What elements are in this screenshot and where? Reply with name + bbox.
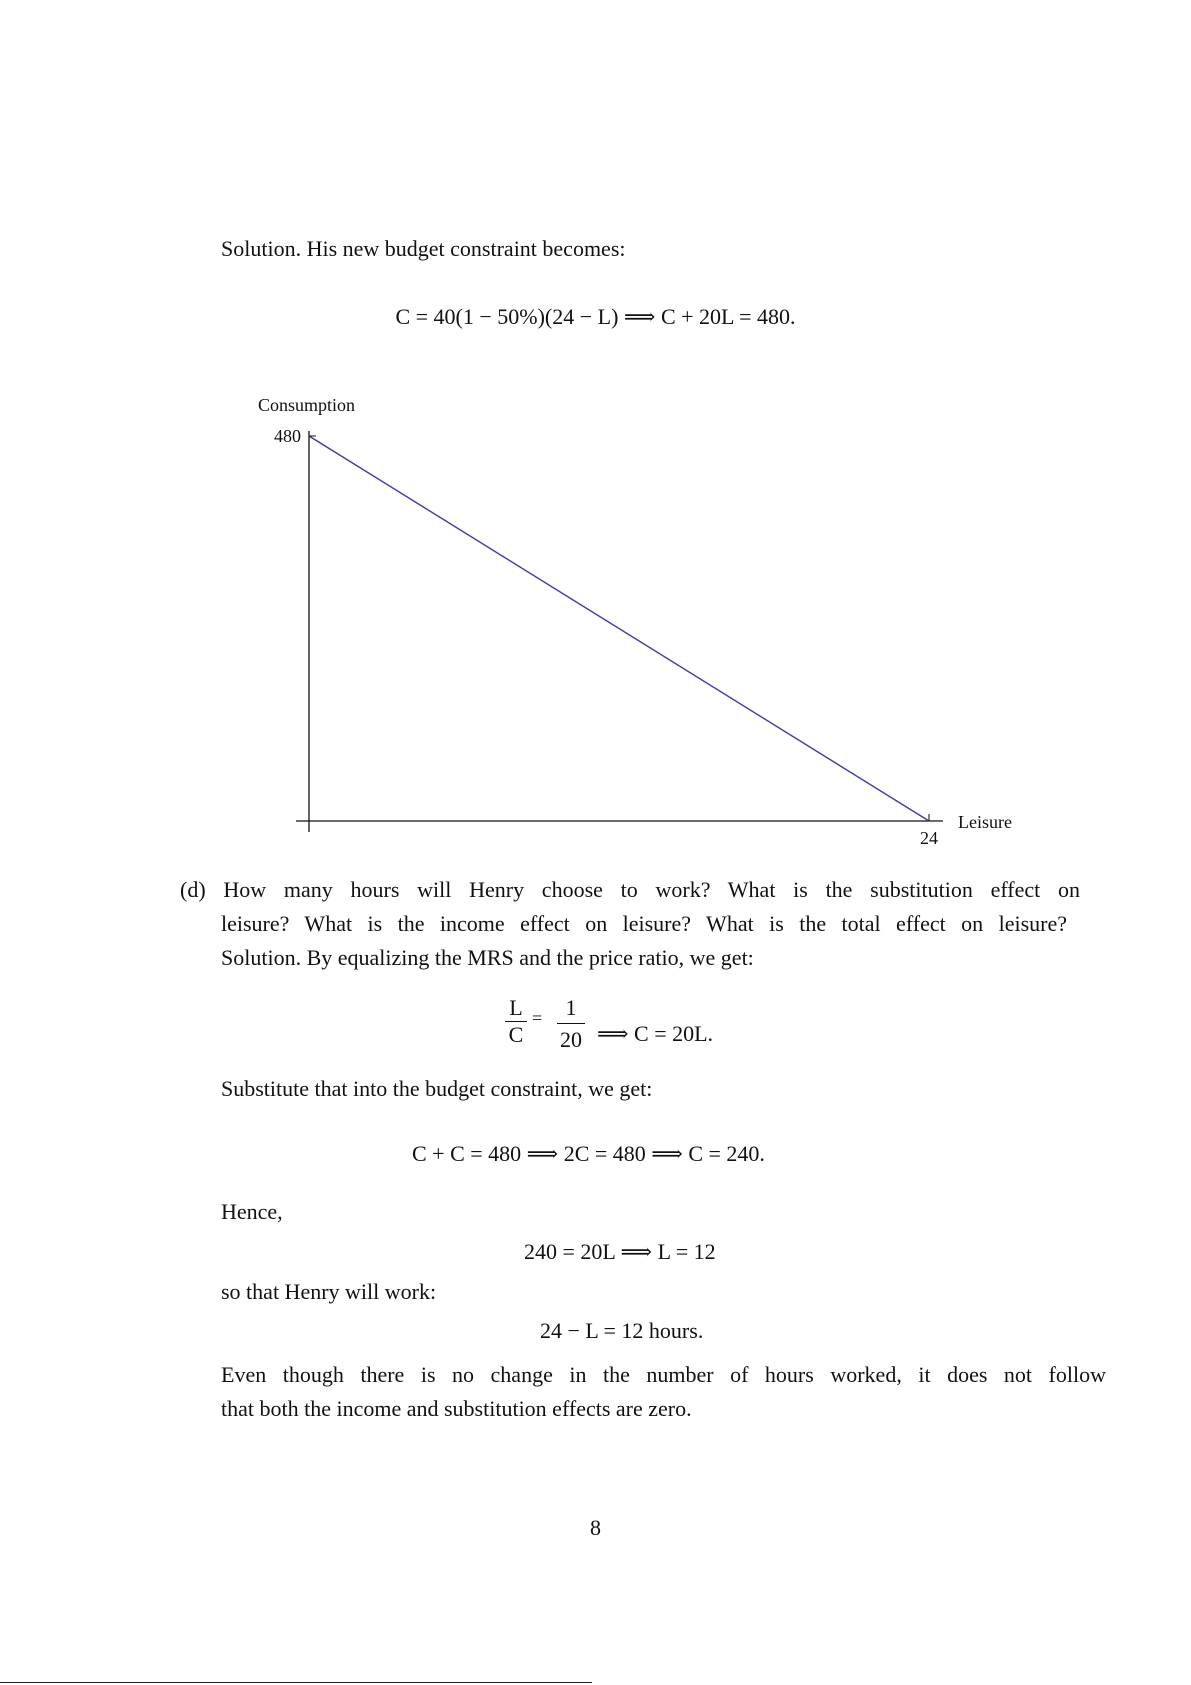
question-d-line3: Solution. By equalizing the MRS and the price ratio, we get: bbox=[221, 945, 754, 970]
solution-intro: Solution. His new budget constraint becomes: bbox=[221, 236, 626, 261]
y-axis-label: Consumption bbox=[258, 395, 356, 415]
x-axis-label: Leisure bbox=[958, 812, 1012, 832]
lhs-denominator: C bbox=[508, 1022, 524, 1047]
x-tick-label-0: 24 bbox=[920, 828, 938, 848]
hence-text: Hence, bbox=[221, 1199, 283, 1224]
budget-equation: C = 40(1 − 50%)(24 − L) ⟹ C + 20L = 480. bbox=[395, 304, 796, 329]
hours-equation: 24 − L = 12 hours. bbox=[540, 1318, 704, 1343]
substitute-equation: C + C = 480 ⟹ 2C = 480 ⟹ C = 240. bbox=[412, 1141, 765, 1166]
question-d-line1: (d) How many hours will Henry choose to work? What is the substitution effect on bbox=[180, 877, 1080, 902]
question-d-cont bbox=[221, 907, 1067, 975]
question-d bbox=[180, 873, 1080, 907]
closing-paragraph bbox=[221, 1358, 1106, 1426]
equals-sign: = bbox=[532, 1008, 543, 1028]
rhs-fraction bbox=[557, 996, 585, 1052]
lhs-numerator: L bbox=[509, 995, 523, 1020]
closing-line2: that both the income and substitution effects are zero. bbox=[221, 1396, 692, 1421]
closing-line1: Even though there is no change in the number of hours worked, it does not follow bbox=[221, 1362, 1106, 1387]
lhs-fraction bbox=[505, 996, 527, 1047]
budget-constraint-chart bbox=[0, 380, 1191, 850]
rhs-denominator: 20 bbox=[560, 1027, 582, 1052]
page-number: 8 bbox=[590, 1515, 601, 1540]
footnote-rule bbox=[0, 1682, 592, 1683]
question-d-line2: leisure? What is the income effect on leisure? What is the total effect on leisure? bbox=[221, 911, 1067, 936]
rhs-numerator: 1 bbox=[565, 995, 577, 1020]
substitute-text: Substitute that into the budget constraint, we get: bbox=[221, 1076, 653, 1101]
leisure-equation: 240 = 20L ⟹ L = 12 bbox=[524, 1239, 716, 1264]
y-tick-label-0: 480 bbox=[274, 426, 301, 446]
work-text: so that Henry will work: bbox=[221, 1279, 437, 1304]
mrs-result: ⟹ C = 20L. bbox=[597, 1021, 714, 1046]
series-line-0 bbox=[309, 436, 929, 821]
